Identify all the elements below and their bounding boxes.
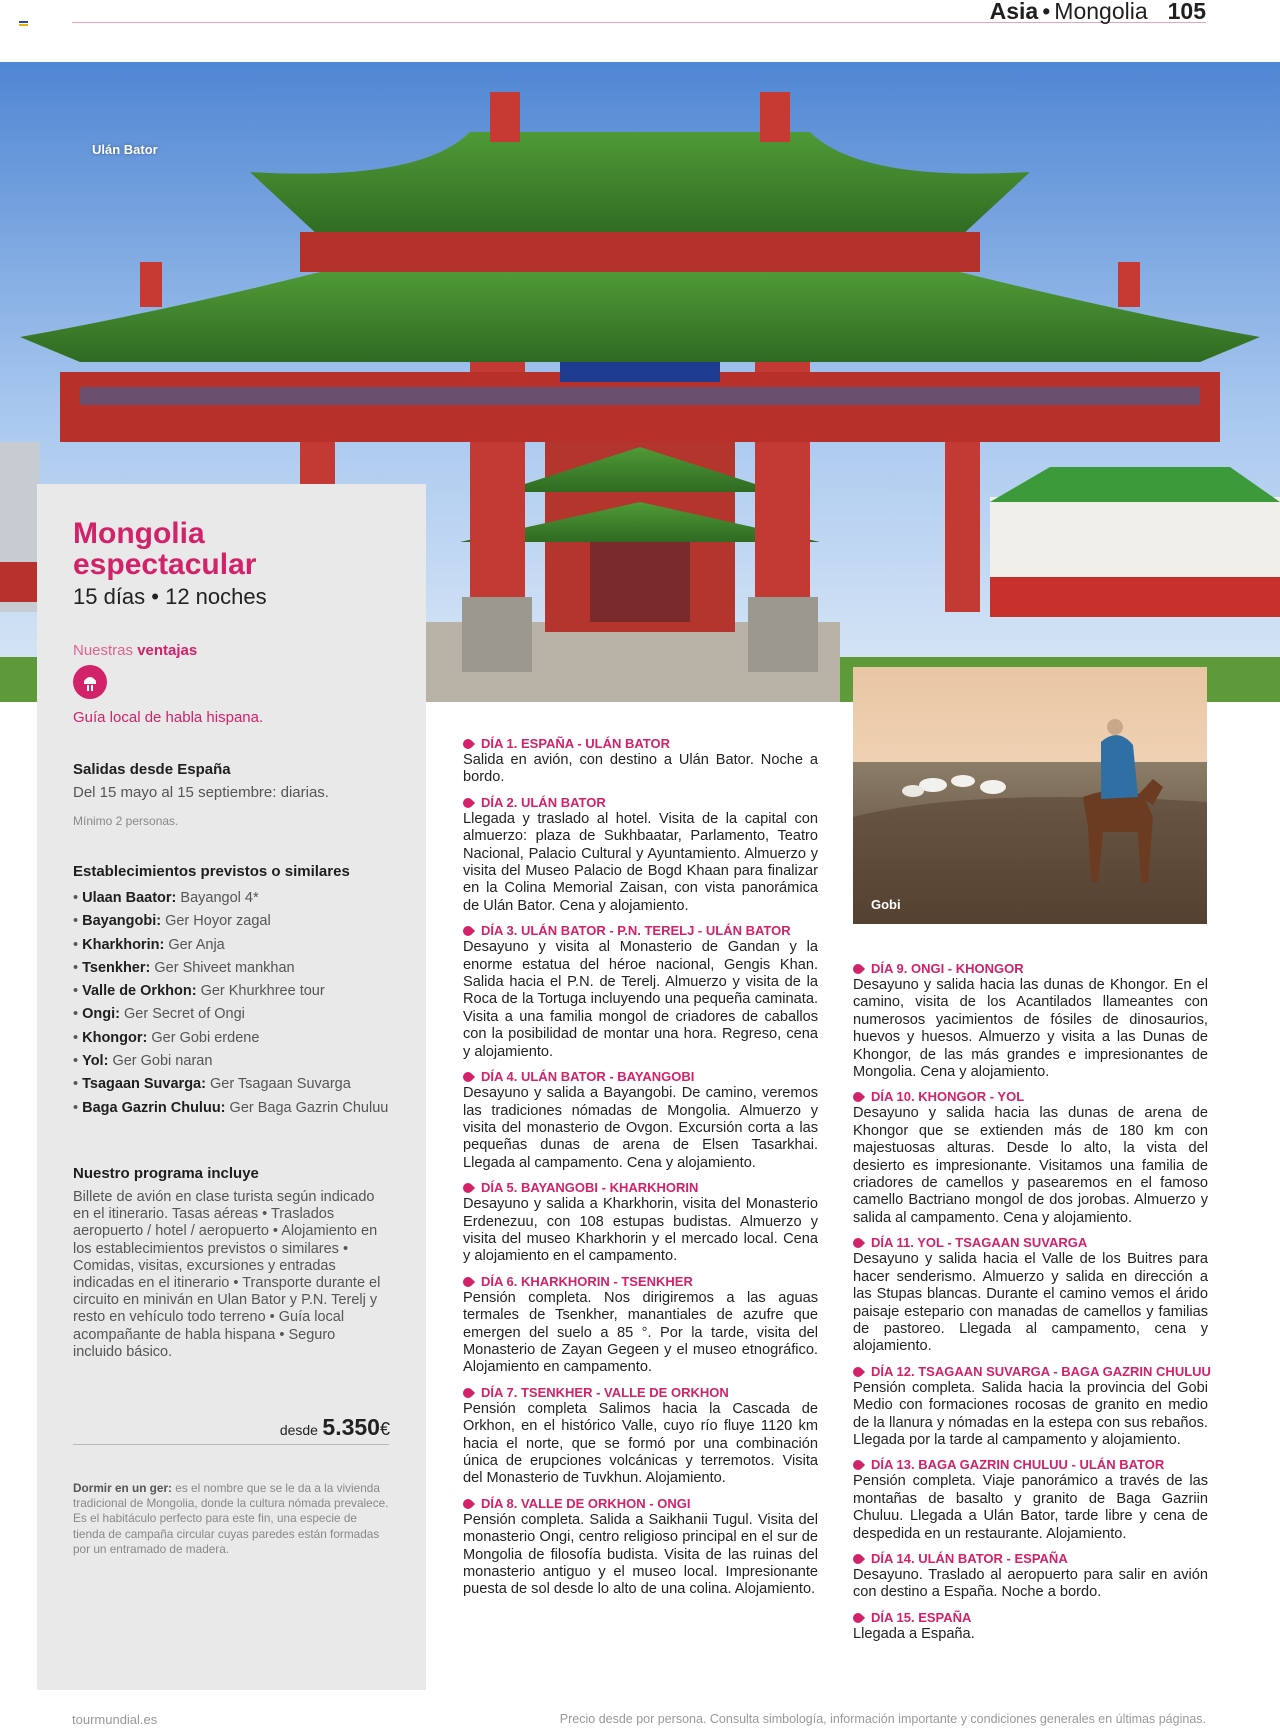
- ger-note: [73, 1481, 389, 1557]
- day-title: DÍA 3. ULÁN BATOR - P.N. TERELJ - ULÁN BATOR: [463, 923, 818, 939]
- establishment-hotel: Ger Secret of Ongi: [124, 1006, 245, 1023]
- itinerary-day: [853, 961, 1208, 1081]
- itinerary-day: [463, 923, 818, 1061]
- establishment-item: • Yol: Ger Gobi naran: [73, 1053, 213, 1070]
- establishment-item: • Valle de Orkhon: Ger Khurkhree tour: [73, 983, 325, 1000]
- establishment-hotel: Ger Shiveet mankhan: [154, 959, 295, 976]
- day-text: Salida en avión, con destino a Ulán Bator. Noche a bordo.: [463, 752, 818, 786]
- day-text: Desayuno y salida hacia las dunas de Khongor. En el camino, visita de los Acantilados llameantes con numerosos yacimientos de fósiles de dinosaurios, huevos y huesos. Almuerzo y visita a las Dunas de Khongor, de las más grandes e impresionantes de Mongolia. Cena y alojamiento.: [853, 977, 1208, 1081]
- departures-heading: Salidas desde España: [73, 761, 231, 778]
- itinerary-column-1: [463, 736, 818, 1607]
- itinerary-day: [853, 1363, 1211, 1450]
- establishment-place: Yol:: [82, 1053, 109, 1070]
- itinerary-day: [463, 736, 818, 787]
- itinerary-day: [853, 1551, 1208, 1602]
- itinerary-day: [853, 1610, 1208, 1643]
- day-text: Desayuno y salida a Bayangobi. De camino, veremos las tradiciones nómadas de Mongolia. Almuerzo y visita del monasterio de Ovgon. Excursión corta a las pequeñas dunas de arena de Elsen Tasarkhai. Llegada al campamento. Cena y alojamiento.: [463, 1085, 818, 1171]
- establishment-place: Baga Gazrin Chuluu:: [82, 1099, 226, 1116]
- establishments-list: [73, 887, 393, 1120]
- day-title: DÍA 12. TSAGAAN SUVARGA - BAGA GAZRIN CHULUU: [853, 1364, 1208, 1380]
- establishment-item: • Baga Gazrin Chuluu: Ger Baga Gazrin Chuluu: [73, 1099, 389, 1116]
- minimum-people: Mínimo 2 personas.: [73, 814, 179, 828]
- gobi-horseman-illustration: [853, 667, 1207, 924]
- itinerary-day: [463, 795, 818, 915]
- page-header: [990, 0, 1206, 25]
- guide-hat-icon: [73, 665, 107, 699]
- establishment-item: • Khongor: Ger Gobi erdene: [73, 1029, 260, 1046]
- day-text: Desayuno y salida hacia las dunas de arena de Khongor que se extienden más de 180 km con majestuosas alturas. Desde lo alto, la vista del desierto es impresionante. Visitamos una familia de criadores de camellos y pasearemos en el famoso camello Bactriano mongol de dos jorobas. Almuerzo y salida al campamento. Cena y alojamiento.: [853, 1105, 1208, 1226]
- itinerary-day: [463, 1069, 818, 1172]
- establishments-heading: Establecimientos previstos o similares: [73, 863, 350, 880]
- establishment-hotel: Ger Gobi naran: [112, 1053, 213, 1070]
- establishment-place: Ongi:: [82, 1006, 120, 1023]
- trip-summary-panel: [37, 484, 426, 1690]
- itinerary-day: [853, 1089, 1208, 1227]
- establishment-item: • Tsagaan Suvarga: Ger Tsagaan Suvarga: [73, 1076, 351, 1093]
- day-title: DÍA 10. KHONGOR - YOL: [853, 1089, 1208, 1105]
- establishment-item: • Bayangobi: Ger Hoyor zagal: [73, 913, 271, 930]
- establishment-hotel: Ger Tsagaan Suvarga: [209, 1076, 351, 1093]
- price-currency: €: [379, 1419, 390, 1439]
- price-divider: [73, 1444, 389, 1445]
- day-title: DÍA 11. YOL - TSAGAAN SUVARGA: [853, 1235, 1208, 1251]
- trip-title: Mongolia espectacular: [73, 517, 257, 581]
- header-country: Mongolia: [1054, 0, 1148, 24]
- establishment-place: Tsenkher:: [82, 959, 151, 976]
- day-text: Pensión completa Salimos hacia la Cascada de Orkhon, en el histórico Valle, cuyo río fluye 1120 km hacia el norte, que se formó por una combinación única de erupciones volcánicas y terremotos. Visita del Monasterio de Tuvkhun. Alojamiento.: [463, 1400, 818, 1487]
- day-text: Llegada y traslado al hotel. Visita de la capital con almuerzo: plaza de Sukhbaatar, Parlamento, Teatro Nacional, Palacio Cultural y Ayuntamiento. Almuerzo y visita del Museo Palacio de Bogd Khaan para finalizar en la Colina Memorial Zaisan, con vista panorámica de Ulán Bator. Cena y alojamiento.: [463, 810, 818, 914]
- day-text: Llegada a España.: [853, 1625, 975, 1642]
- itinerary-day: [463, 1274, 818, 1377]
- header-region: Asia: [989, 0, 1039, 24]
- establishment-item: • Kharkhorin: Ger Anja: [73, 936, 225, 953]
- gobi-caption: Gobi: [871, 897, 901, 912]
- page-number: 105: [1167, 0, 1206, 24]
- footer-website[interactable]: tourmundial.es: [72, 1712, 158, 1727]
- departures-text: Del 15 mayo al 15 septiembre: diarias.: [73, 784, 329, 801]
- program-text: Billete de avión en clase turista según indicado en el itinerario. Tasas aéreas • Traslados aeropuerto / hotel / aeropuerto • Alojamiento en los establecimientos previstos o similares • Comidas, visitas, excursiones y entradas indicadas en el itinerario • Transporte durante el circuito en miniván en Ulan Bator y P.N. Terelj y resto en vehículo todo terreno • Guía local acompañante de habla hispana • Seguro incluido básico.: [73, 1189, 381, 1360]
- footer-note: Precio desde por persona. Consulta simbología, información importante y condiciones generales en últimas páginas.: [559, 1712, 1206, 1726]
- day-title: DÍA 4. ULÁN BATOR - BAYANGOBI: [463, 1069, 818, 1085]
- price-value: 5.350: [322, 1414, 380, 1440]
- day-title: DÍA 5. BAYANGOBI - KHARKHORIN: [463, 1180, 818, 1196]
- day-title: DÍA 6. KHARKHORIN - TSENKHER: [463, 1274, 818, 1290]
- itinerary-day: [463, 1385, 818, 1488]
- day-title: DÍA 2. ULÁN BATOR: [463, 795, 818, 811]
- establishment-place: Bayangobi:: [82, 913, 162, 930]
- advantage-text: Guía local de habla hispana.: [73, 709, 264, 726]
- advantages-label-bold: ventajas: [137, 642, 198, 659]
- price-prefix: desde: [279, 1422, 318, 1438]
- day-title: DÍA 7. TSENKHER - VALLE DE ORKHON: [463, 1385, 818, 1401]
- itinerary-day: [853, 1457, 1208, 1543]
- ger-note-title: Dormir en un ger:: [73, 1481, 172, 1495]
- establishment-place: Valle de Orkhon:: [82, 983, 197, 1000]
- itinerary-day: [853, 1235, 1208, 1355]
- advantages-label: [73, 642, 393, 659]
- day-title: DÍA 14. ULÁN BATOR - ESPAÑA: [853, 1551, 1208, 1567]
- day-title: DÍA 1. ESPAÑA - ULÁN BATOR: [463, 736, 818, 752]
- day-text: Pensión completa. Nos dirigiremos a las aguas termales de Tsenkher, manantiales de azufre que emergen del suelo a 85 °. Por la tarde, visita del Monasterio de Zayan Gegeen y el museo etnográfico. Alojamiento en campamento.: [463, 1289, 818, 1376]
- establishment-place: Ulaan Baator:: [82, 890, 177, 906]
- itinerary-day: [463, 1496, 818, 1599]
- establishment-item: • Ulaan Baator: Bayangol 4*: [73, 890, 259, 906]
- advantages-label-light: Nuestras: [73, 642, 134, 659]
- gobi-photo: [853, 667, 1207, 924]
- establishment-hotel: Ger Baga Gazrin Chuluu: [229, 1099, 389, 1116]
- day-text: Desayuno y visita al Monasterio de Gandan y la enorme estatua del héroe nacional, Gengis Khan. Salida hacia el P.N. de Terelj. Almuerzo y visita de la Roca de la Tortuga incluyendo una pequeña caminata. Visita a una familia mongol de criadores de caballos con la posibilidad de montar una hora. Regreso, cena y alojamiento.: [463, 939, 818, 1060]
- establishment-hotel: Ger Anja: [168, 936, 225, 953]
- itinerary-column-2: [853, 961, 1211, 1651]
- flag-icon: [19, 21, 28, 27]
- day-title: DÍA 15. ESPAÑA: [853, 1610, 1208, 1626]
- establishment-hotel: Bayangol 4*: [180, 890, 259, 906]
- trip-duration: 15 días • 12 noches: [73, 584, 267, 609]
- day-text: Desayuno y salida hacia el Valle de los Buitres para hacer senderismo. Almuerzo y salida en dirección a las Stupas blancas. Durante el camino vemos el árido paisaje estepario con manadas de camellos y familias de pastoreo. Llegada al campamento, cena y alojamiento.: [853, 1251, 1208, 1355]
- day-text: Pensión completa. Salida a Saikhanii Tugul. Visita del monasterio Ongi, centro religioso principal en el sur de Mongolia de filosofía budista. Visita de las ruinas del monasterio antiguo y el museo local. Impresionante puesta de sol desde lo alto de una colina. Alojamiento.: [463, 1511, 818, 1598]
- day-text: Pensión completa. Viaje panorámico a través de las montañas de basalto y granito de Baga Gazriin Chuluu. Llegada a Ulán Bator, tarde libre y cena de despedida en un restaurante. Alojamiento.: [853, 1473, 1208, 1542]
- day-title: DÍA 13. BAGA GAZRIN CHULUU - ULÁN BATOR: [853, 1457, 1208, 1473]
- establishment-hotel: Ger Hoyor zagal: [165, 913, 271, 930]
- establishment-item: • Ongi: Ger Secret of Ongi: [73, 1006, 245, 1023]
- establishment-item: • Tsenkher: Ger Shiveet mankhan: [73, 959, 295, 976]
- hero-caption: Ulán Bator: [92, 142, 158, 157]
- establishment-hotel: Ger Khurkhree tour: [200, 983, 325, 1000]
- price: [280, 1414, 390, 1441]
- establishment-place: Tsagaan Suvarga:: [82, 1076, 206, 1093]
- header-separator: •: [1042, 0, 1051, 24]
- establishment-place: Khongor:: [82, 1029, 148, 1046]
- day-title: DÍA 8. VALLE DE ORKHON - ONGI: [463, 1496, 818, 1512]
- day-text: Pensión completa. Salida hacia la provincia del Gobi Medio con formaciones rocosas de granito en medio de la llanura y nómadas en la estepa con sus rebaños. Llegada por la tarde al campamento y alojamiento.: [853, 1379, 1208, 1448]
- day-title: DÍA 9. ONGI - KHONGOR: [853, 961, 1208, 977]
- program-heading: Nuestro programa incluye: [73, 1165, 259, 1182]
- day-text: Desayuno y salida a Kharkhorin, visita del Monasterio Erdenezuu, con 108 estupas budistas. Almuerzo y visita del museo Kharkhorin y el mercado local. Cena y alojamiento en el campamento.: [463, 1196, 818, 1265]
- establishment-place: Kharkhorin:: [82, 936, 165, 953]
- day-text: Desayuno. Traslado al aeropuerto para salir en avión con destino a España. Noche a bordo.: [853, 1566, 1208, 1601]
- itinerary-day: [463, 1180, 818, 1266]
- establishment-hotel: Ger Gobi erdene: [151, 1029, 260, 1046]
- ger-note-text: es el nombre que se le da a la vivienda tradicional de Mongolia, donde la cultura nómada prevalece. Es el habitáculo perfecto para este fin, una especie de tienda de campaña circular cuyas paredes están formadas por un entramado de madera.: [73, 1481, 389, 1556]
